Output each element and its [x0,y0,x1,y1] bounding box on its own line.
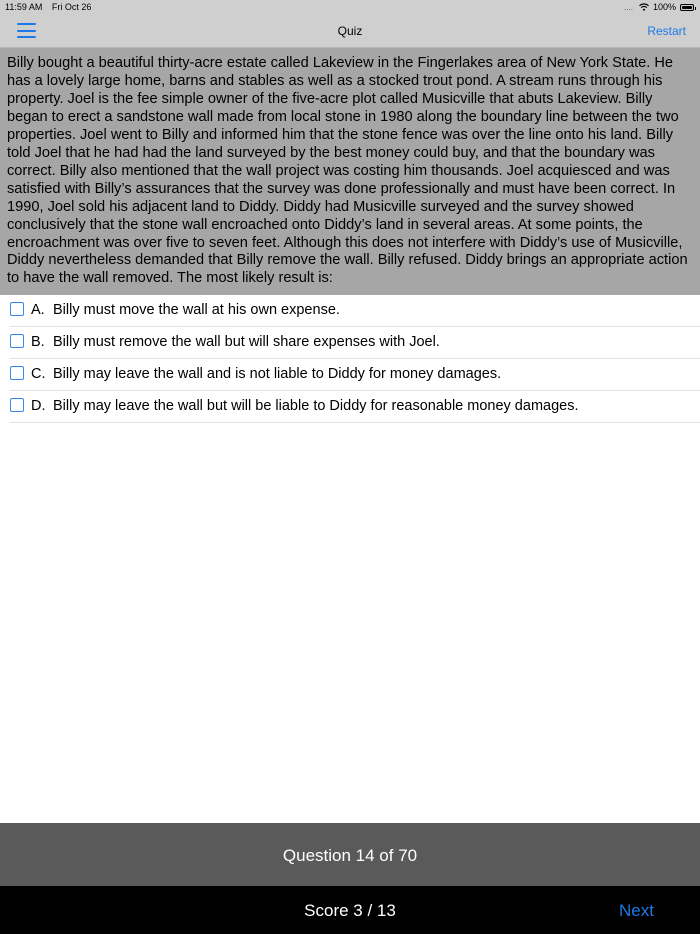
navigation-bar [0,14,700,48]
answer-option-d[interactable] [10,391,700,423]
status-date: Fri Oct 26 [51,2,92,12]
status-bar [0,0,700,14]
battery-icon [680,4,694,11]
battery-percent: 100% [652,2,676,12]
answer-options [0,295,700,423]
checkbox-icon[interactable] [10,366,24,380]
battery-level [682,6,692,9]
answer-option-b[interactable] [10,327,700,359]
checkbox-icon[interactable] [10,334,24,348]
restart-button[interactable]: Restart [647,24,686,38]
option-letter: C. [31,366,46,382]
status-time: 11:59 AM [5,2,43,12]
option-text: Billy must move the wall at his own expense. [53,302,340,318]
status-right [624,2,694,12]
progress-bar [0,823,700,886]
option-text: Billy must remove the wall but will share expenses with Joel. [53,334,440,350]
answer-option-c[interactable] [10,359,700,391]
checkbox-icon[interactable] [10,302,24,316]
option-text: Billy may leave the wall and is not liable to Diddy for money damages. [53,366,502,382]
question-block [0,48,700,295]
checkbox-icon[interactable] [10,398,24,412]
page-title: Quiz [337,24,363,38]
signal-indicator: .... [624,2,633,12]
question-text: Billy bought a beautiful thirty-acre estate called Lakeview in the Fingerlakes area of New York State. He has a lovely large home, barns and stables as well as a stocked trout pond. A stream runs through his property. Joel is the fee simple owner of the five-acre plot called Musicville that abuts Lakeview. Billy began to erect a sandstone wall made from local stone in 1980 along the boundary line between the two properties. Joel went to Billy and informed him that the stone fence was over the line onto his land. Billy told Joel that he had had the land surveyed by the best money could buy, and that the boundary was correct. Billy also mentioned that the wall project was costing him thousands. Joel acquiesced and was satisfied with Billy’s assurances that the survey was done professionally and must have been correct. In 1990, Joel sold his adjacent land to Diddy. Diddy had Musicville surveyed and the survey showed conclusively that the stone wall encroached onto Diddy’s land in several areas. At some points, the encroachment was over five to seven feet. Although this does not interfere with Diddy’s use of Musicville, Diddy nevertheless demanded that Billy remove the wall. Billy refused. Diddy brings an appropriate action to have the wall removed. The most likely result is: [7,55,688,287]
score-label: Score 3 / 13 [304,901,396,920]
question-progress: Question 14 of 70 [282,846,418,865]
option-letter: D. [31,398,46,414]
option-letter: B. [31,334,45,350]
option-letter: A. [31,302,45,318]
bottom-bar [0,886,700,934]
wifi-icon [639,3,649,11]
next-button[interactable]: Next [619,901,654,920]
answer-option-a[interactable] [10,295,700,327]
status-left [5,2,91,12]
option-text: Billy may leave the wall but will be liable to Diddy for reasonable money damages. [53,398,579,414]
